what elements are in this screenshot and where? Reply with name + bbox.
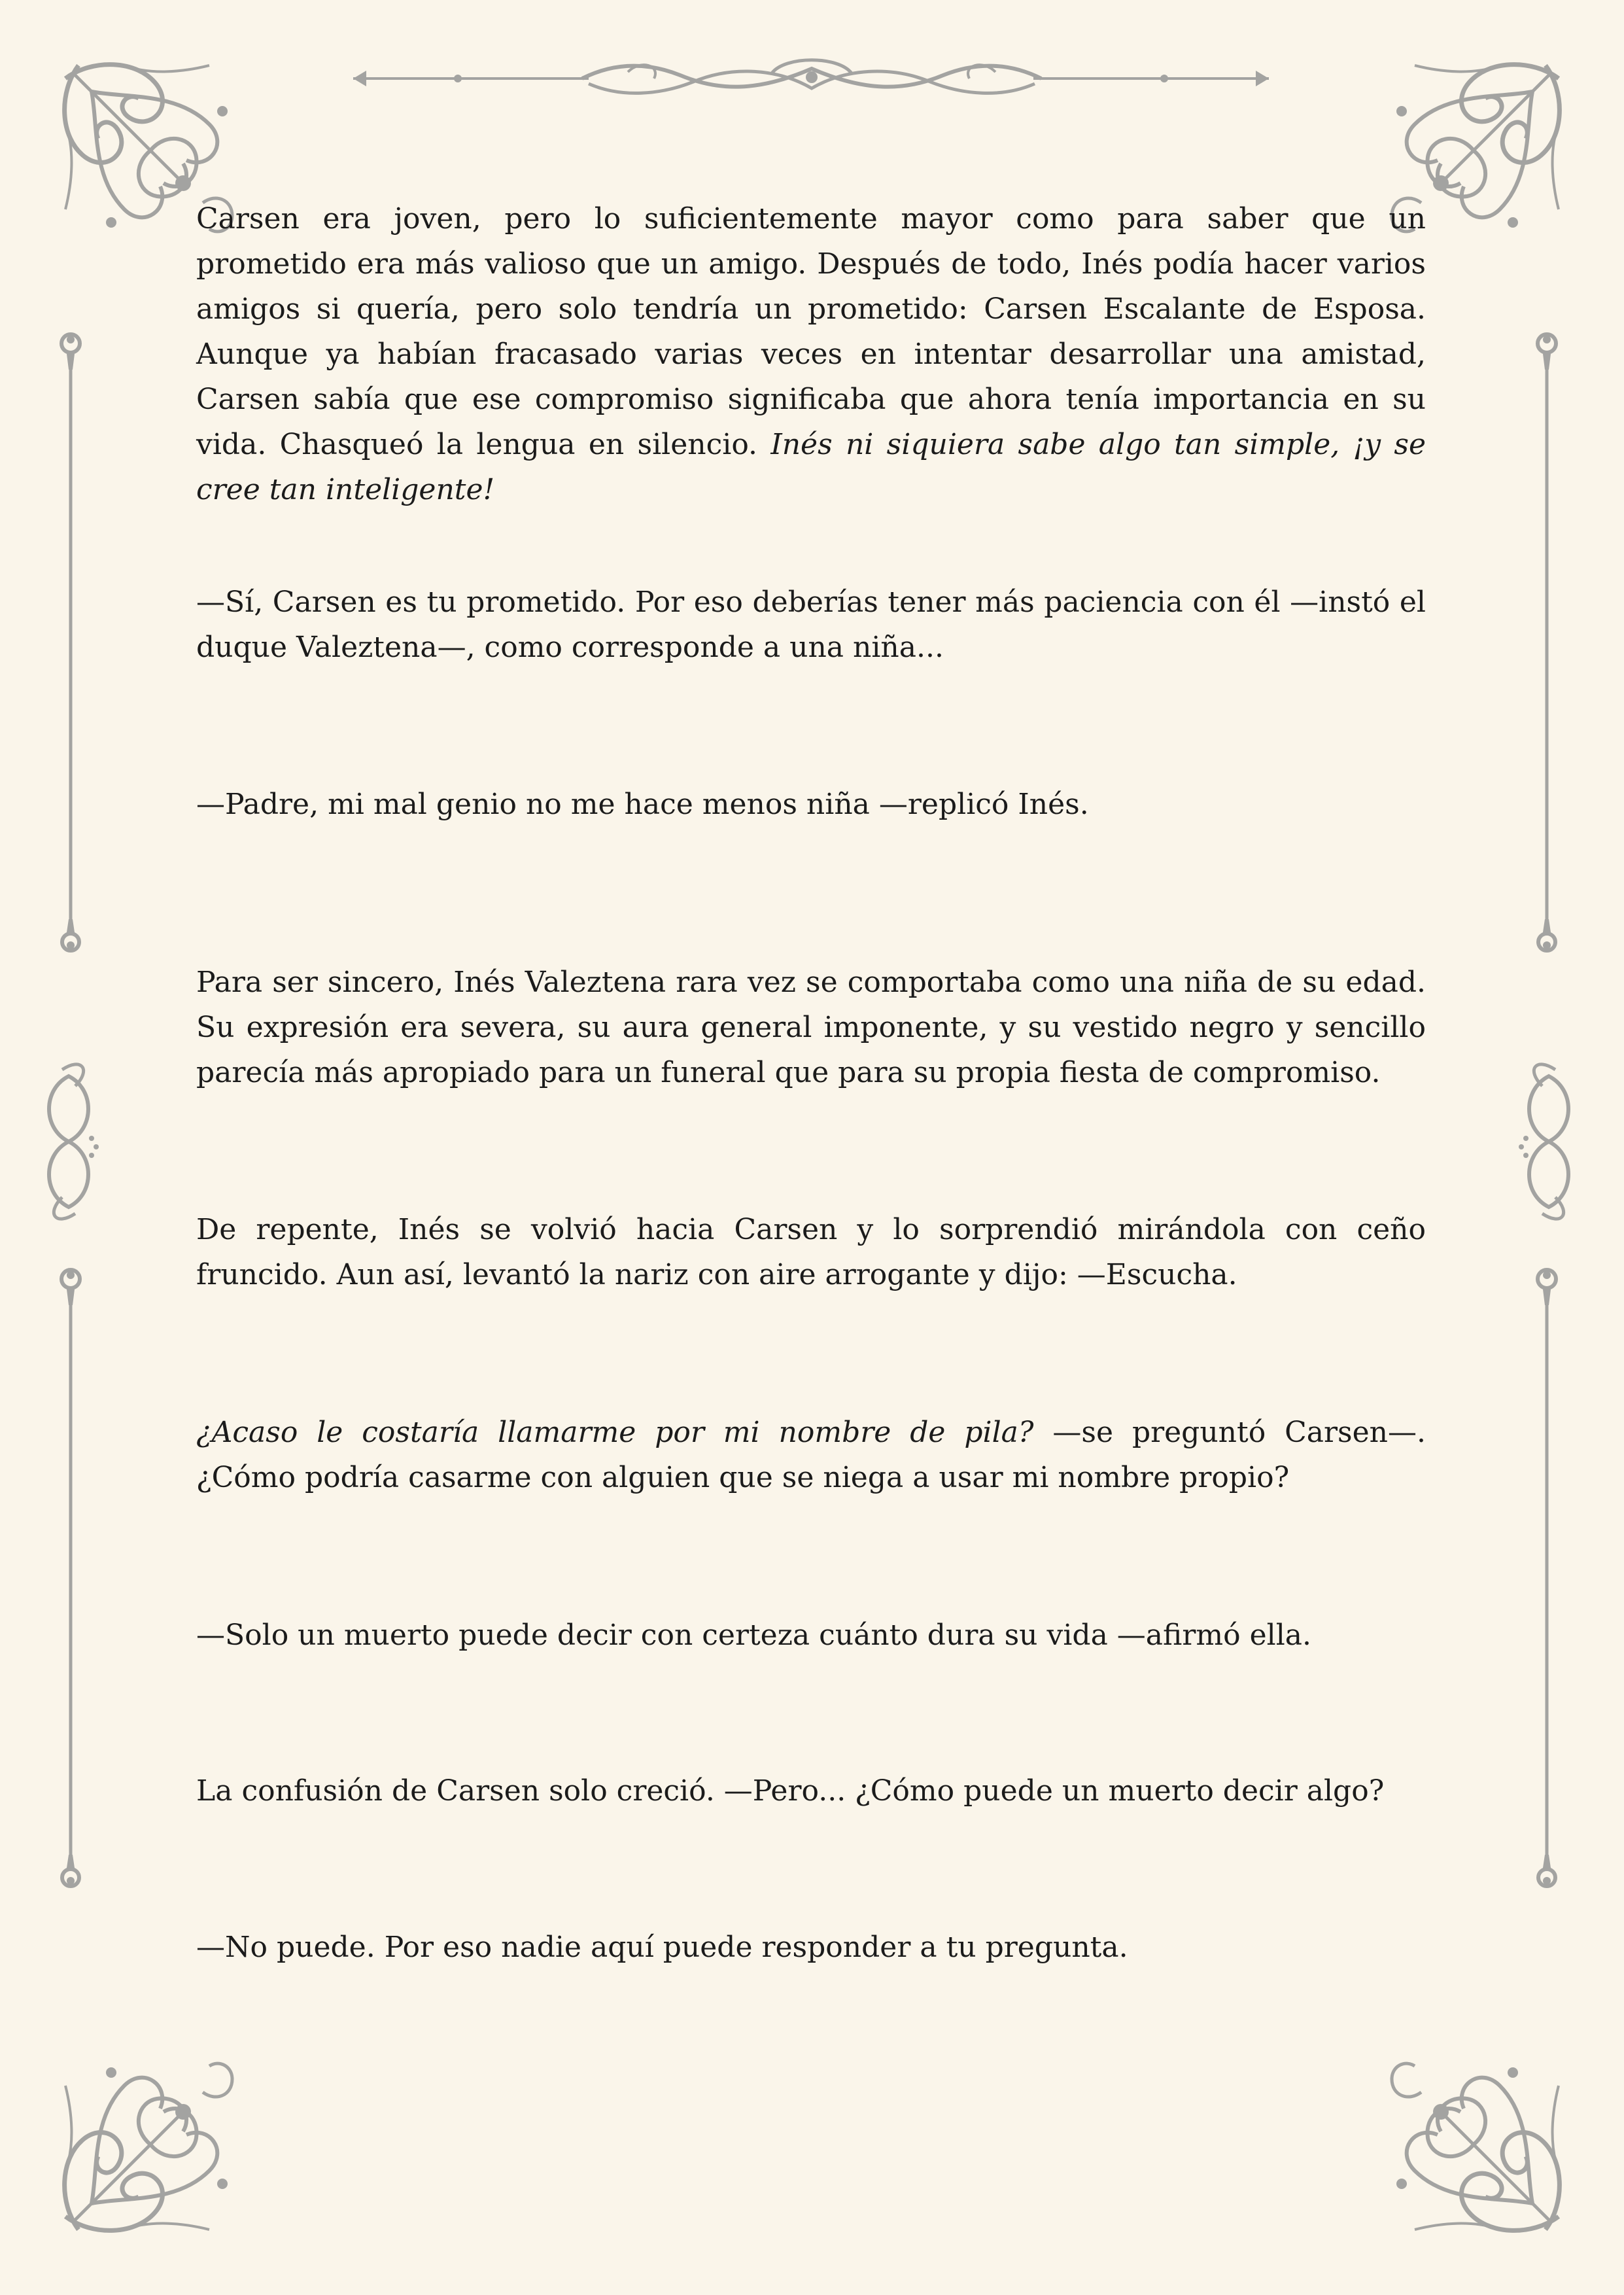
paragraph-7-text: —Solo un muerto puede decir con certeza cuánto dura su vida —afirmó ella. bbox=[196, 1619, 1311, 1652]
paragraph-4-text: Para ser sincero, Inés Valeztena rara vez se comportaba como una niña de su edad. Su expresión era severa, su aura general imponente, y su vestido negro y sencillo parecía más apropiado para un funeral que para su propia fiesta de compromiso. bbox=[196, 966, 1426, 1089]
paragraph-3-text: —Padre, mi mal genio no me hace menos niña —replicó Inés. bbox=[196, 788, 1089, 821]
paragraph-8 bbox=[196, 1768, 1426, 1813]
paragraph-9-text: —No puede. Por eso nadie aquí puede responder a tu pregunta. bbox=[196, 1931, 1128, 1964]
paragraph-4 bbox=[196, 960, 1426, 1095]
paragraph-7 bbox=[196, 1613, 1426, 1658]
top-scroll-icon bbox=[353, 60, 1269, 94]
paragraph-6-italic: ¿Acaso le costaría llamarme por mi nombre de pila? bbox=[196, 1416, 1034, 1449]
paragraph-5-text: De repente, Inés se volvió hacia Carsen y lo sorprendió mirándola con ceño fruncido. Aun así, levantó la nariz con aire arrogante y dijo: —Escucha. bbox=[196, 1213, 1426, 1291]
side-rule-icon bbox=[1538, 1270, 1556, 1886]
paragraph-1-italic: Inés ni siquiera sabe algo tan simple, ¡y se cree tan inteligente! bbox=[196, 428, 1426, 506]
paragraph-8-text: La confusión de Carsen solo creció. —Pero... ¿Cómo puede un muerto decir algo? bbox=[196, 1774, 1385, 1808]
paragraph-5 bbox=[196, 1207, 1426, 1297]
paragraph-9 bbox=[196, 1925, 1426, 1970]
side-rule-icon bbox=[61, 334, 80, 951]
paragraph-6-text: —se preguntó Carsen—. ¿Cómo podría casarme con alguien que se niega a usar mi nombre propio? bbox=[196, 1416, 1426, 1494]
paragraph-2 bbox=[196, 580, 1426, 670]
paragraph-2-text: —Sí, Carsen es tu prometido. Por eso deberías tener más paciencia con él —instó el duque Valeztena—, como corresponde a una niña... bbox=[196, 586, 1426, 664]
paragraph-3 bbox=[196, 782, 1426, 827]
paragraph-1-text: Carsen era joven, pero lo suficientemente mayor como para saber que un prometido era más valioso que un amigo. Después de todo, Inés podía hacer varios amigos si quería, pero solo tendría un prometido: Carsen Escalante de Esposa. Aunque ya habían fracasado varias veces en intentar desarrollar una amistad, Carsen sabía que ese compromiso significaba que ahora tenía importancia en su vida. Chasqueó la lengua en silencio. bbox=[196, 202, 1426, 461]
corner-flourish-icon bbox=[1392, 2063, 1559, 2230]
side-rule-icon bbox=[1538, 334, 1556, 951]
paragraph-1 bbox=[196, 196, 1426, 512]
infinity-loop-icon bbox=[49, 1064, 99, 1219]
infinity-loop-icon bbox=[1519, 1064, 1568, 1219]
side-rule-icon bbox=[61, 1270, 80, 1886]
paragraph-6 bbox=[196, 1410, 1426, 1500]
corner-flourish-icon bbox=[65, 2063, 232, 2230]
